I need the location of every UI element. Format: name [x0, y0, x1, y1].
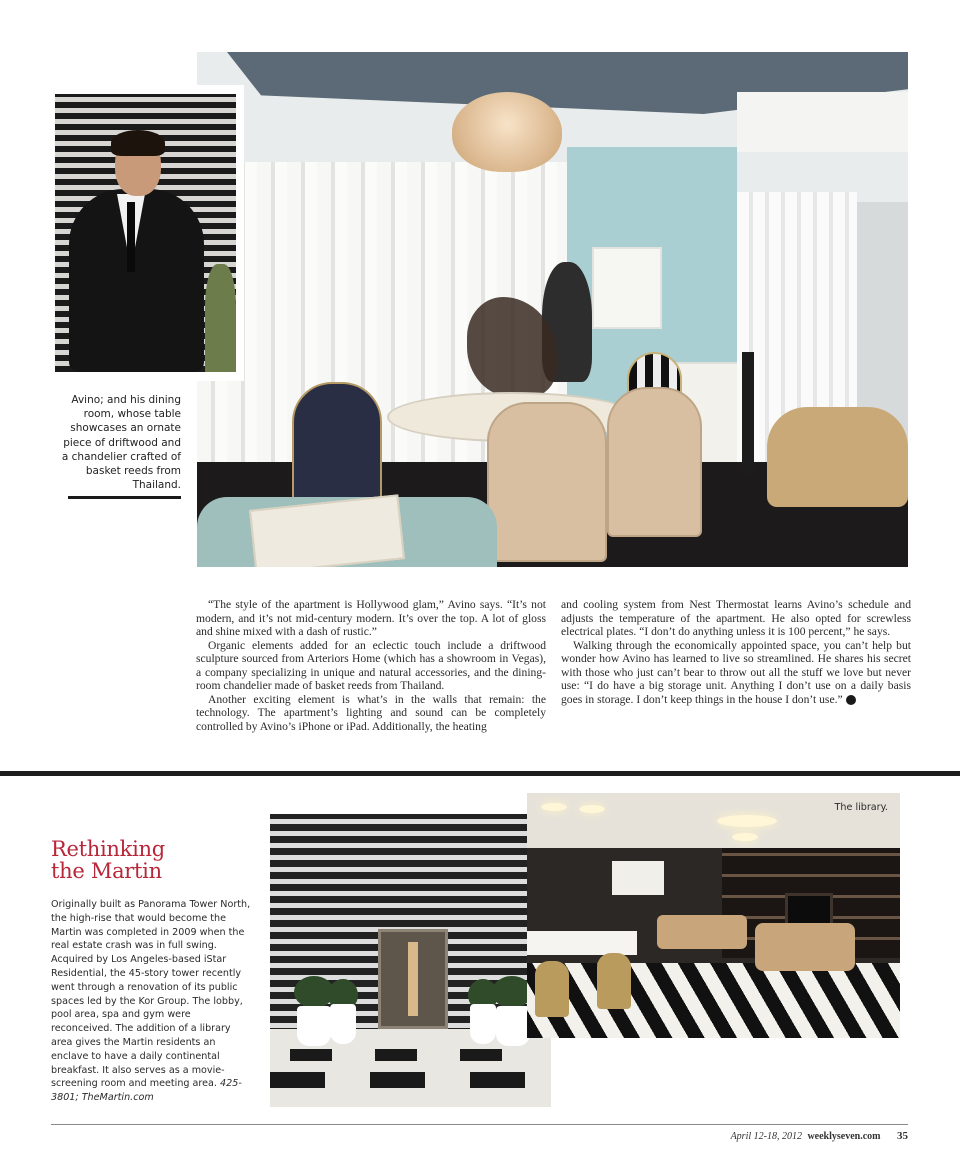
ceiling-light	[717, 815, 777, 827]
paragraph: and cooling system from Nest Thermostat learns Avino’s schedule and adjusts the temperature of the apartment. He also opted for screwless electrical plates. “I don’t do anything unless it is 100 percent,” he says.	[561, 598, 911, 638]
counter	[527, 931, 637, 955]
library-caption: The library.	[834, 802, 888, 813]
footer-rule	[51, 1124, 908, 1125]
ceiling-soffit	[737, 92, 908, 152]
framed-artwork	[592, 247, 662, 329]
floor-tile	[460, 1049, 502, 1061]
floor-tile	[375, 1049, 417, 1061]
dining-chair	[487, 402, 607, 562]
sidebar-text: Originally built as Panorama Tower North, the high-rise that would become the Martin was completed in 2009 when the real estate crash was in full swing. Acquired by Los Angeles-based iStar Residential, the 45-story tower recently went through a renovation of its public spaces led by the Kor Group. The lobby, pool area, spa and gym were reconceived. The addition of a library area gives the Martin residents an enclave to have a daily continental breakfast. It also serves as a movie-screening room and meeting area.	[51, 899, 251, 1090]
floor-tile	[470, 1072, 525, 1088]
topiary	[492, 976, 532, 1008]
sidebar-title-line: the Martin	[51, 859, 162, 883]
end-mark-icon: 7	[846, 695, 856, 705]
paragraph-text: Walking through the economically appointed space, you can’t help but wonder how Avino has learned to live so streamlined. He shares his secret with those who just can’t bear to throw out all the stuff we love but never use: “I do have a big storage unit. Anything I don’t use on a daily basis goes in storage. I don’t keep things in the house I don’t use.”	[561, 638, 911, 706]
page-footer	[731, 1130, 908, 1142]
website: weeklyseven.com	[807, 1131, 881, 1142]
photo-caption: Avino; and his dining room, whose table showcases an ornate piece of driftwood and a chandelier crafted of basket reeds from Thailand.	[61, 394, 181, 492]
sofa	[657, 915, 747, 949]
planter	[297, 1006, 331, 1046]
article-column-right	[561, 598, 911, 706]
article-column-left	[196, 598, 546, 733]
sidebar-contact: 425-3801; TheMartin.com	[51, 1078, 242, 1104]
floor-lamp	[742, 352, 754, 477]
floor-tile	[270, 1072, 325, 1088]
sidebar-title	[51, 838, 251, 882]
patterned-floor	[527, 963, 900, 1038]
paragraph: Another exciting element is what’s in the walls that remain: the technology. The apartment’s lighting and sound can be completely controlled by Avino’s iPhone or iPad. Additionally, the heating	[196, 692, 546, 733]
hair	[111, 130, 165, 156]
armchair	[767, 407, 908, 507]
sidebar-body	[51, 898, 254, 1105]
ceiling-light	[579, 805, 605, 813]
section-divider	[0, 771, 960, 776]
sidebar-title-line: Rethinking	[51, 837, 165, 861]
planter	[496, 1006, 530, 1046]
bar-stool	[535, 961, 569, 1017]
paragraph: Organic elements added for an eclectic touch include a driftwood sculpture sourced from Arteriors Home (which has a showroom in Vegas), a company specializing in unique and natural accessories, and the dining-room chandelier made of basket reeds from Thailand.	[196, 638, 546, 692]
dining-room-photo	[197, 52, 908, 567]
floor-tile	[370, 1072, 425, 1088]
ceiling-light	[541, 803, 567, 811]
caption-rule	[68, 496, 181, 499]
sofa	[755, 923, 855, 971]
black-tie	[127, 202, 135, 272]
avino-portrait	[55, 94, 236, 372]
dining-chair	[607, 387, 702, 537]
basket-reed-chandelier	[452, 92, 562, 172]
wall-artwork	[612, 861, 664, 895]
issue-date: April 12-18, 2012	[730, 1131, 802, 1142]
page-number: 35	[897, 1130, 908, 1142]
ceiling-light	[732, 833, 758, 841]
bar-stool	[597, 953, 631, 1009]
floor-tile	[290, 1049, 332, 1061]
planter	[470, 1004, 496, 1044]
door-light-panel	[408, 942, 418, 1016]
planter	[330, 1004, 356, 1044]
paragraph	[561, 639, 911, 707]
plant	[205, 264, 236, 372]
lobby-photo	[270, 814, 551, 1107]
paragraph: “The style of the apartment is Hollywood glam,” Avino says. “It’s not modern, and it’s not mid-century modern. It’s over the top. A lot of gloss and shine mixed with a dash of rustic.”	[196, 598, 546, 638]
library-photo	[527, 793, 900, 1038]
